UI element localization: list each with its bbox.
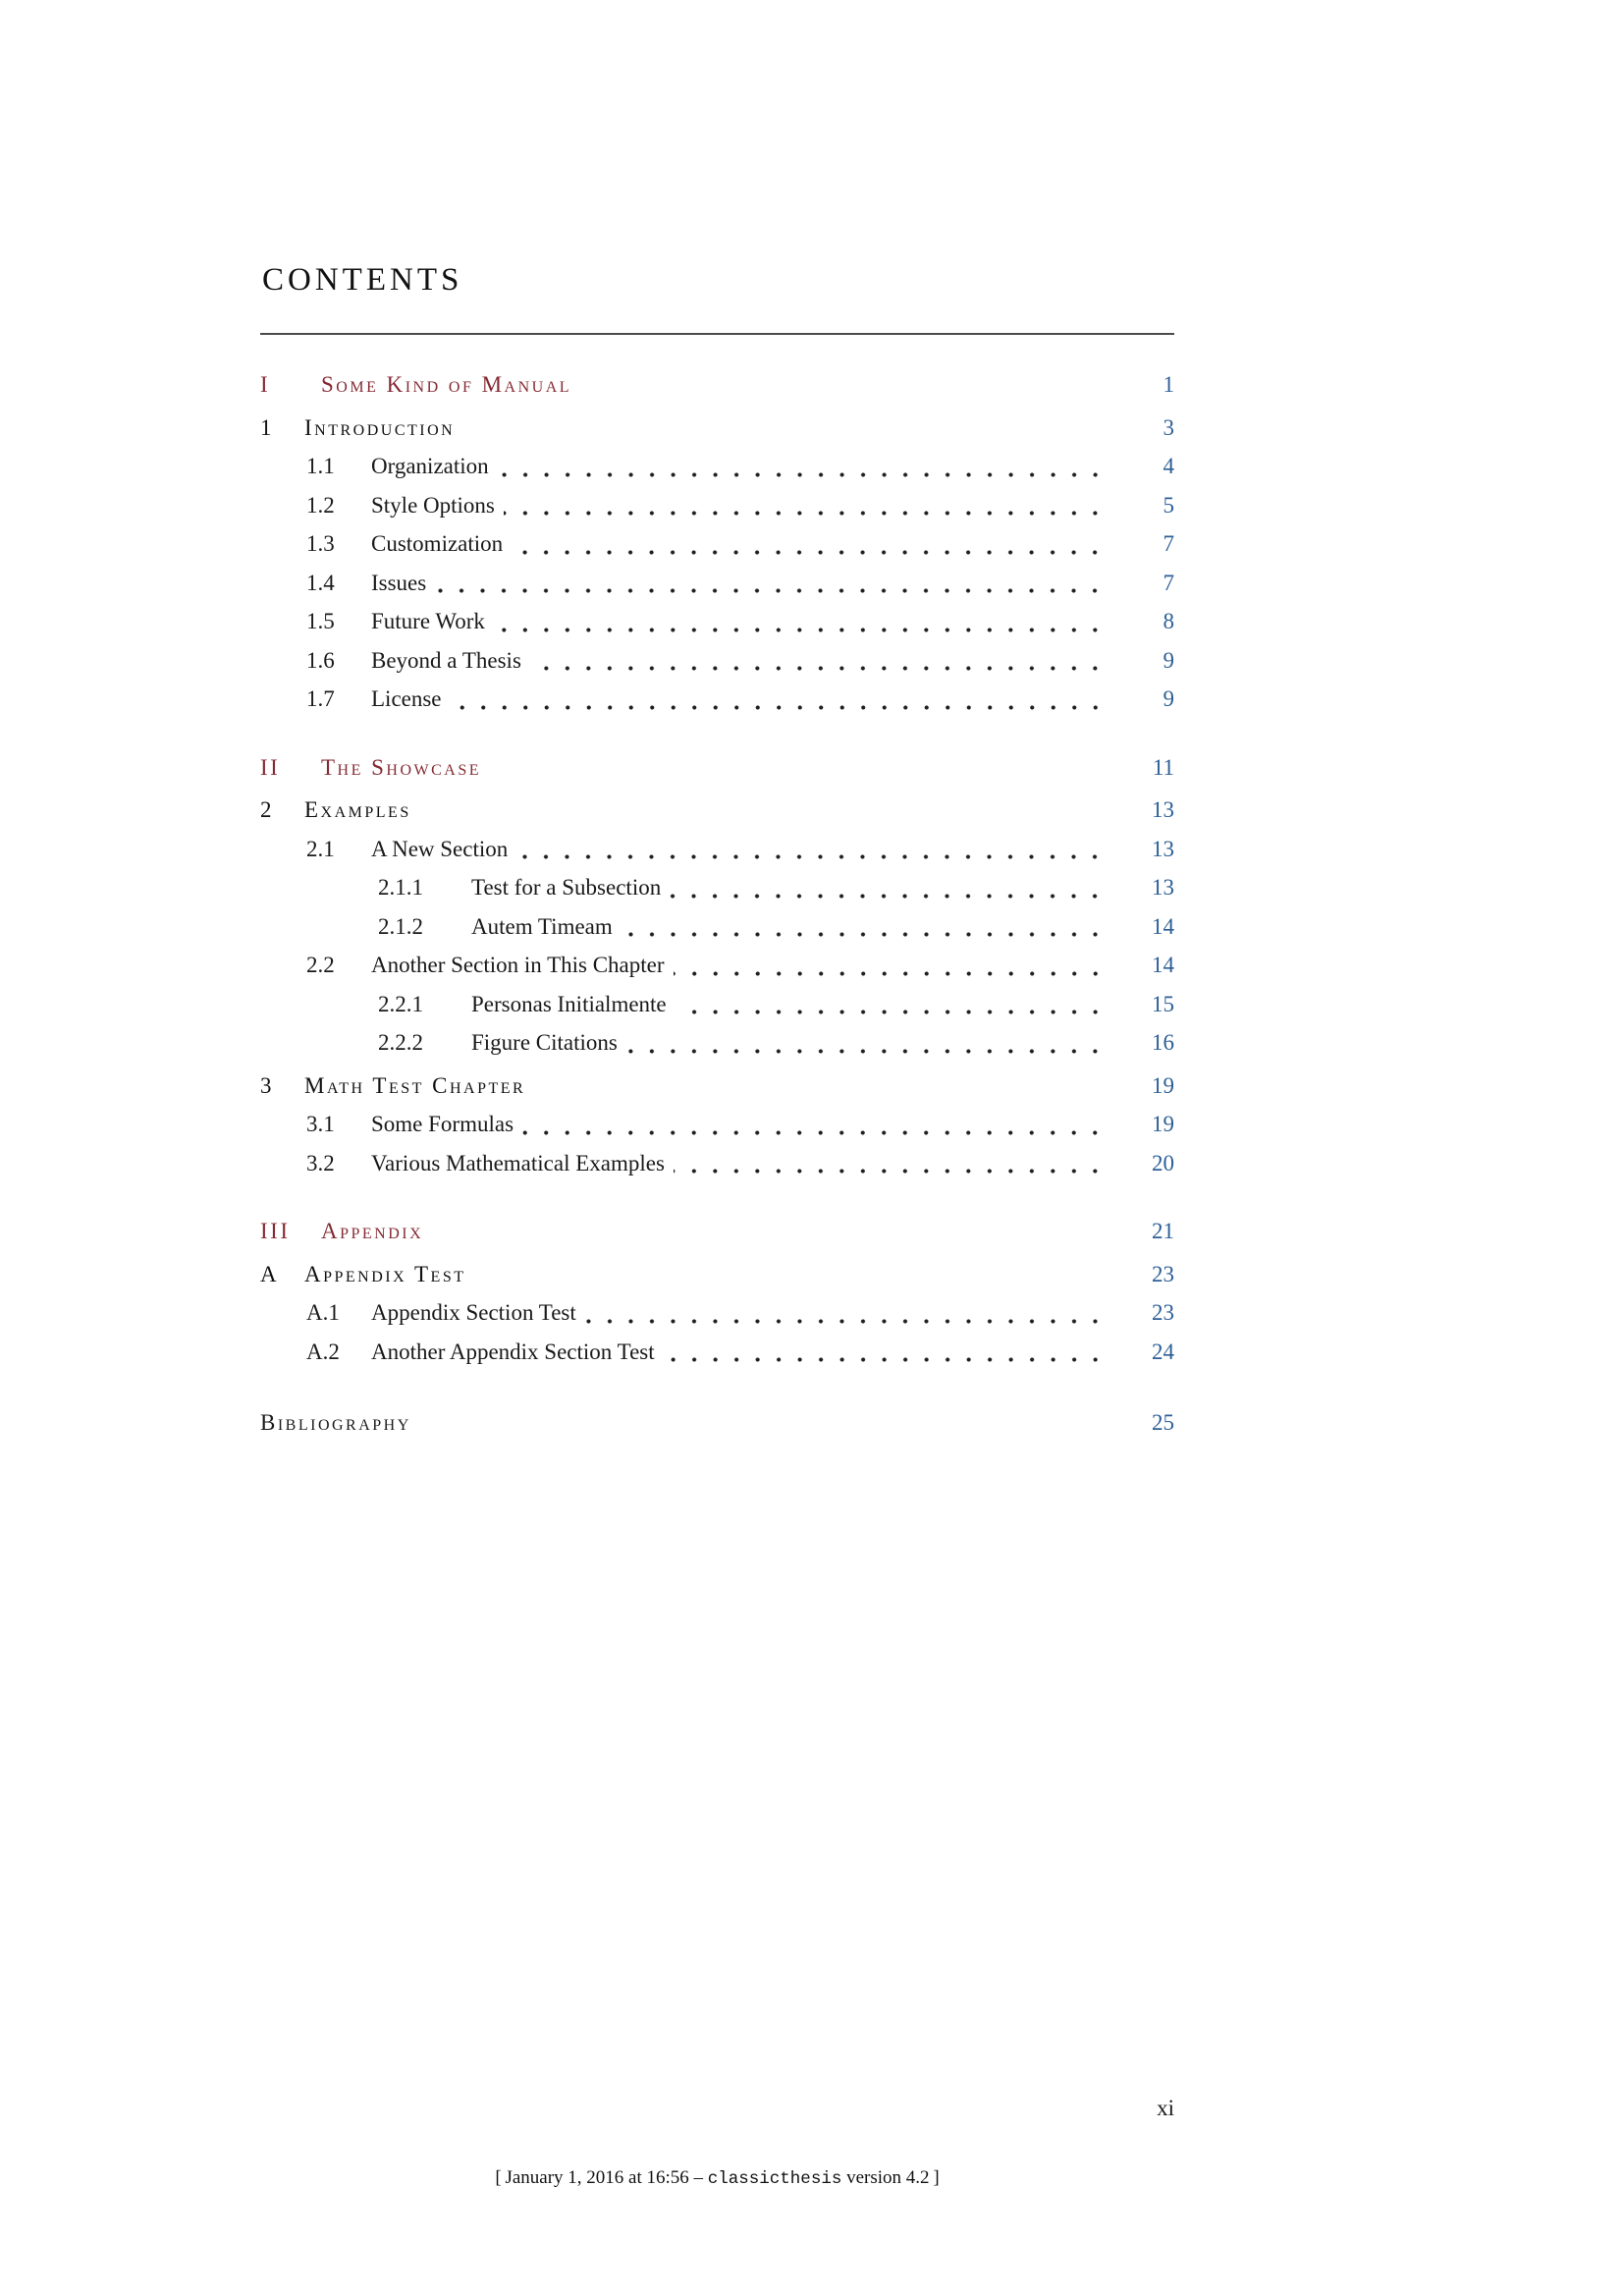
footer-left: [ January 1, 2016 at 16:56 – <box>495 2167 708 2188</box>
toc-row-section-1.6[interactable] <box>306 641 1174 681</box>
entry-title: Appendix <box>321 1219 424 1243</box>
entry-title: Future Work <box>371 609 485 633</box>
entry-title: Math Test Chapter <box>304 1072 526 1098</box>
entry-page-number[interactable]: 21 <box>1152 1219 1174 1243</box>
entry-page-number[interactable]: 9 <box>1163 686 1174 711</box>
dot-leader <box>622 907 1106 947</box>
folio-page-number: xi <box>1157 2096 1174 2120</box>
entry-title: Customization <box>371 531 504 556</box>
toc-row-section-1.1[interactable] <box>306 447 1174 486</box>
toc-row-subsection-2.1.2[interactable] <box>378 907 1174 947</box>
entry-page-number[interactable]: 3 <box>1163 414 1174 440</box>
entry-number: A <box>260 1261 280 1286</box>
toc-row-subsection-2.2.1[interactable] <box>378 985 1174 1024</box>
toc-row-section-3.2[interactable] <box>306 1144 1174 1183</box>
toc-row-section-1.4[interactable] <box>306 564 1174 603</box>
entry-title: Style Options <box>371 492 495 518</box>
entry-title: Test for a Subsection <box>471 875 662 900</box>
dot-leader <box>451 680 1106 719</box>
entry-title: License <box>371 686 442 711</box>
dot-leader <box>463 409 1106 448</box>
entry-number: 2 <box>260 797 274 822</box>
toc-row-section-1.7[interactable] <box>306 680 1174 719</box>
entry-page-number[interactable]: 20 <box>1152 1150 1174 1175</box>
entry-number: 2.2 <box>306 953 335 977</box>
entry-page-number[interactable]: 23 <box>1152 1261 1174 1286</box>
toc-row-section-1.3[interactable] <box>306 524 1174 564</box>
dot-leader <box>498 447 1106 486</box>
entry-number: II <box>260 754 281 780</box>
dot-leader <box>420 1403 1106 1443</box>
entry-page-number[interactable]: 24 <box>1152 1339 1174 1364</box>
toc-row-section-2.1[interactable] <box>306 830 1174 869</box>
entry-title: Issues <box>371 570 427 595</box>
entry-title: Bibliography <box>260 1410 411 1435</box>
entry-title: Another Section in This Chapter <box>371 953 665 977</box>
entry-number: 1.4 <box>306 570 335 595</box>
entry-page-number[interactable]: 15 <box>1152 991 1174 1016</box>
footer-right: version 4.2 ] <box>841 2167 940 2188</box>
toc-row-subsection-2.2.2[interactable] <box>378 1023 1174 1063</box>
entry-title: Figure Citations <box>471 1030 618 1055</box>
toc-row-chapter-A[interactable] <box>260 1255 1174 1294</box>
dot-leader <box>674 1144 1106 1183</box>
entry-page-number[interactable]: 5 <box>1163 492 1174 518</box>
dot-leader <box>664 1333 1106 1372</box>
entry-page-number[interactable]: 23 <box>1152 1300 1174 1325</box>
footer-classicthesis: classicthesis <box>707 2169 842 2189</box>
entry-number: 3 <box>260 1072 274 1098</box>
entry-title: Beyond a Thesis <box>371 647 521 673</box>
toc-row-section-3.1[interactable] <box>306 1105 1174 1144</box>
toc-row-section-A.1[interactable] <box>306 1293 1174 1333</box>
toc-row-subsection-2.1.1[interactable] <box>378 868 1174 907</box>
entry-number: 1.6 <box>306 647 335 673</box>
entry-number: 3.2 <box>306 1150 335 1175</box>
entry-number: 2.2.1 <box>378 991 423 1016</box>
dot-leader <box>512 524 1106 564</box>
entry-page-number[interactable]: 7 <box>1163 531 1174 556</box>
dot-leader <box>435 564 1106 603</box>
entry-page-number[interactable]: 25 <box>1152 1410 1174 1435</box>
entry-page-number[interactable]: 13 <box>1152 875 1174 900</box>
entry-number: 1.3 <box>306 531 335 556</box>
toc-row-part-II[interactable] <box>260 748 1174 788</box>
toc-row-section-1.2[interactable] <box>306 486 1174 525</box>
dot-leader <box>522 1105 1106 1144</box>
toc-row-section-1.5[interactable] <box>306 602 1174 641</box>
entry-title: Various Mathematical Examples <box>371 1150 665 1175</box>
dot-leader <box>676 985 1106 1024</box>
entry-number: 1.2 <box>306 492 335 518</box>
entry-title: A New Section <box>371 836 509 861</box>
entry-title: The Showcase <box>321 754 482 780</box>
toc-list <box>260 335 1174 1443</box>
entry-page-number[interactable]: 13 <box>1152 797 1174 822</box>
entry-page-number[interactable]: 11 <box>1152 754 1174 780</box>
entry-title: Personas Initialmente <box>471 991 667 1016</box>
toc-row-part-I[interactable] <box>260 365 1174 405</box>
footer-line <box>260 2166 1174 2191</box>
entry-page-number[interactable]: 8 <box>1163 609 1174 633</box>
entry-number: 2.1.2 <box>378 913 423 939</box>
entry-number: A.2 <box>306 1339 340 1364</box>
entry-title: Examples <box>304 797 411 822</box>
entry-title: Some Formulas <box>371 1112 514 1136</box>
toc-row-section-2.2[interactable] <box>306 946 1174 985</box>
entry-number: 3.1 <box>306 1112 335 1136</box>
dot-leader <box>475 1255 1106 1294</box>
text-block <box>260 0 1174 2296</box>
toc-row-section-A.2[interactable] <box>306 1333 1174 1372</box>
entry-number: 2.1.1 <box>378 875 423 900</box>
toc-row-chapter-3[interactable] <box>260 1066 1174 1106</box>
dot-leader <box>534 1066 1106 1106</box>
entry-number: 2.1 <box>306 836 335 861</box>
dot-leader <box>674 946 1106 985</box>
entry-title: Appendix Section Test <box>371 1300 576 1325</box>
entry-number: A.1 <box>306 1300 340 1325</box>
toc-row-chapter-2[interactable] <box>260 791 1174 830</box>
entry-page-number[interactable]: 19 <box>1152 1112 1174 1136</box>
dot-leader <box>580 365 1106 405</box>
dot-leader <box>585 1293 1106 1333</box>
page-title: CONTENTS <box>262 262 463 298</box>
entry-number: 2.2.2 <box>378 1030 423 1055</box>
dot-leader <box>530 641 1106 681</box>
entry-number: 1.7 <box>306 686 335 711</box>
dot-leader <box>670 868 1106 907</box>
entry-page-number[interactable]: 7 <box>1163 570 1174 595</box>
entry-title: Another Appendix Section Test <box>371 1339 655 1364</box>
entry-title: Autem Timeam <box>471 913 613 939</box>
dot-leader <box>494 602 1106 641</box>
toc-row-chapter-1[interactable] <box>260 409 1174 448</box>
entry-page-number[interactable]: 19 <box>1152 1072 1174 1098</box>
entry-number: I <box>260 372 271 397</box>
dot-leader <box>626 1023 1106 1063</box>
entry-number: III <box>260 1219 291 1243</box>
entry-title: Appendix Test <box>304 1261 466 1286</box>
toc-row-part-III[interactable] <box>260 1212 1174 1251</box>
dot-leader <box>504 486 1106 525</box>
dot-leader <box>516 830 1106 869</box>
entry-number: 1.5 <box>306 609 335 633</box>
entry-page-number[interactable]: 13 <box>1152 836 1174 861</box>
entry-page-number[interactable]: 1 <box>1163 372 1174 397</box>
dot-leader <box>490 748 1106 788</box>
entry-page-number[interactable]: 4 <box>1163 454 1174 478</box>
entry-title: Some Kind of Manual <box>321 372 572 397</box>
dot-leader <box>420 791 1106 830</box>
toc-row-bibliography[interactable] <box>260 1403 1174 1443</box>
entry-number: 1.1 <box>306 454 335 478</box>
dot-leader <box>432 1212 1106 1251</box>
entry-page-number[interactable]: 16 <box>1152 1030 1174 1055</box>
entry-page-number[interactable]: 14 <box>1152 953 1174 977</box>
entry-page-number[interactable]: 9 <box>1163 647 1174 673</box>
entry-title: Introduction <box>304 414 456 440</box>
entry-number: 1 <box>260 414 274 440</box>
entry-title: Organization <box>371 454 489 478</box>
entry-page-number[interactable]: 14 <box>1152 913 1174 939</box>
